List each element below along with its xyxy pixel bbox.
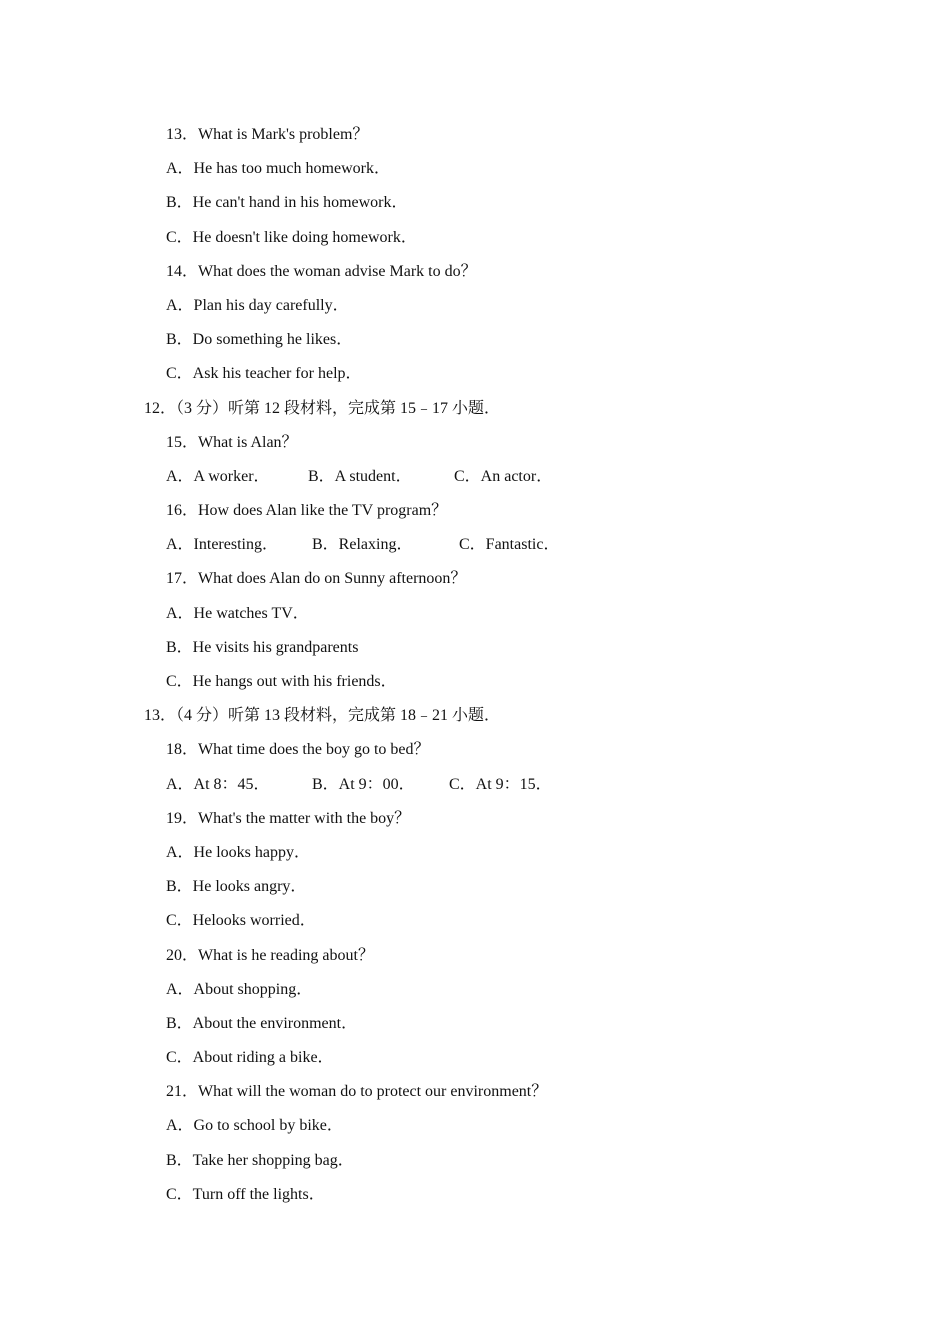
question-14: 14．What does the woman advise Mark to do？ [166, 262, 477, 280]
option-19a: A．He looks happy． [166, 843, 310, 861]
option-15a: A．A worker． [166, 467, 270, 485]
option-15b: B．A student． [308, 467, 412, 485]
option-13b: B．He can't hand in his homework． [166, 194, 408, 212]
option-19c: C．Helooks worried． [166, 912, 316, 930]
option-18a: A．At 8：45． [166, 775, 270, 793]
question-16: 16．How does Alan like the TV program？ [166, 502, 448, 520]
question-15: 15．What is Alan？ [166, 433, 298, 451]
option-14a: A．Plan his day carefully． [166, 296, 349, 314]
option-20c: C．About riding a bike． [166, 1049, 334, 1067]
options-18 [0, 768, 950, 802]
question-20: 20．What is he reading about？ [166, 946, 374, 964]
question-18: 18．What time does the boy go to bed？ [166, 741, 430, 759]
document-page [0, 118, 950, 1212]
option-21c: C．Turn off the lights． [166, 1185, 325, 1203]
section-13-heading: 13．（4 分）听第 13 段材料，完成第 18﹣21 小题． [144, 707, 501, 725]
option-16b: B．Relaxing． [312, 536, 413, 554]
section-12-heading: 12．（3 分）听第 12 段材料，完成第 15﹣17 小题． [144, 399, 501, 417]
option-18c: C．At 9：15． [449, 775, 552, 793]
option-19b: B．He looks angry． [166, 878, 307, 896]
option-14b: B．Do something he likes． [166, 331, 353, 349]
options-15 [0, 460, 950, 494]
option-16c: C．Fantastic． [459, 536, 560, 554]
option-15c: C．An actor． [454, 467, 553, 485]
option-18b: B．At 9：00． [312, 775, 415, 793]
option-17c: C．He hangs out with his friends． [166, 673, 397, 690]
question-17: 17．What does Alan do on Sunny afternoon？ [166, 570, 467, 588]
option-13a: A．He has too much homework． [166, 160, 390, 178]
option-20a: A．About shopping． [166, 980, 313, 998]
option-13c: C．He doesn't like doing homework． [166, 228, 417, 246]
question-13: 13．What is Mark's problem？ [166, 126, 369, 143]
option-21b: B．Take her shopping bag． [166, 1151, 354, 1169]
question-19: 19．What's the matter with the boy？ [166, 809, 411, 827]
question-21: 21．What will the woman do to protect our environment？ [166, 1083, 548, 1101]
option-16a: A．Interesting． [166, 536, 278, 554]
options-16 [0, 528, 950, 562]
option-14c: C．Ask his teacher for help． [166, 365, 362, 383]
option-20b: B．About the environment． [166, 1014, 358, 1032]
option-17a: A．He watches TV． [166, 604, 309, 622]
option-17b: B．He visits his grandparents [166, 638, 359, 656]
option-21a: A．Go to school by bike． [166, 1117, 343, 1135]
